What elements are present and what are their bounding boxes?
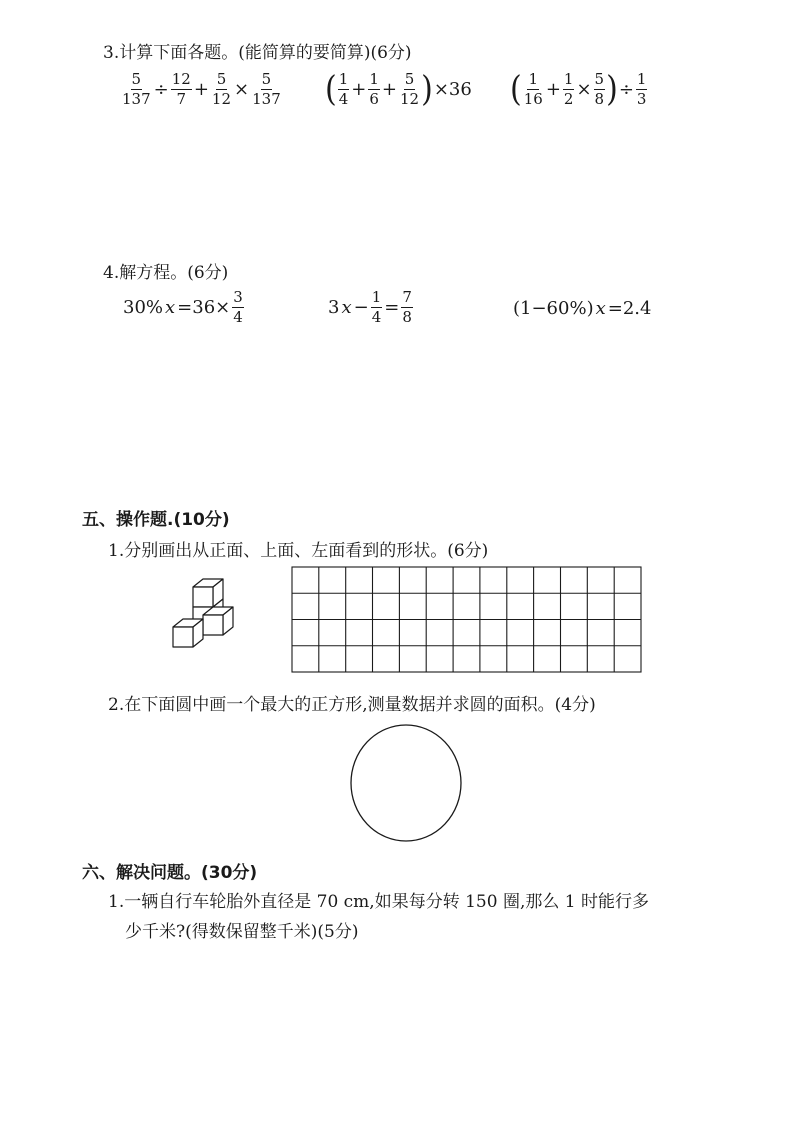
- s5-question-1: 1.分别画出从正面、上面、左面看到的形状。(6分): [108, 541, 489, 561]
- section-5-heading: 五、操作题.(10分): [82, 510, 230, 530]
- q4-equation-3: (1−60%) x =2.4: [513, 298, 652, 319]
- fraction: $\frac{1}{2}$: [563, 70, 574, 108]
- cube-face: [193, 587, 213, 607]
- q4-equation-1: 30% x =36× $\frac{3}{4}$: [123, 288, 243, 326]
- s6-question-1-line-1: 1.一辆自行车轮胎外直径是 70 cm,如果每分转 150 圈,那么 1 时能行多: [108, 892, 649, 912]
- s5-question-2: 2.在下面圆中画一个最大的正方形,测量数据并求圆的面积。(4分): [108, 695, 596, 715]
- cube-stack-figure: [165, 575, 245, 660]
- fraction: $\frac{1}{4}$: [338, 70, 349, 108]
- fraction: $\frac{12}{7}$: [171, 70, 191, 108]
- section-6-heading: 六、解决问题。(30分): [82, 863, 258, 883]
- cube-face: [173, 627, 193, 647]
- s6-question-1-line-2: 少千米?(得数保留整千米)(5分): [125, 922, 359, 942]
- q4-equation-2: 3 x − $\frac{1}{4}$ = $\frac{7}{8}$: [328, 288, 412, 326]
- q3-expression-3: ( $\frac{1}{16}$ + $\frac{1}{2}$ × $\frac{5}{8}$ ) ÷ $\frac{1}{3}$: [510, 68, 647, 110]
- drawing-circle[interactable]: [348, 722, 464, 844]
- q3-expression-1: $\frac{5}{137}$ ÷ $\frac{12}{7}$ + $\frac{5}{12}$ × $\frac{5}{137}$: [122, 70, 281, 108]
- fraction: $\frac{1}{6}$: [369, 70, 379, 108]
- fraction: $\frac{7}{8}$: [402, 288, 412, 326]
- fraction: $\frac{5}{8}$: [594, 70, 605, 108]
- q3-expression-2: ( $\frac{1}{4}$ + $\frac{1}{6}$ + $\frac{5}{12}$ ) ×36: [325, 68, 472, 110]
- fraction: $\frac{5}{12}$: [211, 70, 232, 108]
- q3-heading: 3.计算下面各题。(能简算的要简算)(6分): [103, 43, 412, 63]
- cube-face: [203, 615, 223, 635]
- q4-heading: 4.解方程。(6分): [103, 263, 229, 283]
- fraction: $\frac{5}{12}$: [400, 70, 420, 108]
- drawing-grid[interactable]: [291, 566, 643, 674]
- fraction: $\frac{1}{4}$: [371, 288, 382, 326]
- fraction: $\frac{3}{4}$: [233, 288, 243, 326]
- fraction: $\frac{1}{3}$: [636, 70, 647, 108]
- fraction: $\frac{5}{137}$: [122, 70, 151, 108]
- fraction: $\frac{5}{137}$: [252, 70, 281, 108]
- fraction: $\frac{1}{16}$: [523, 70, 543, 108]
